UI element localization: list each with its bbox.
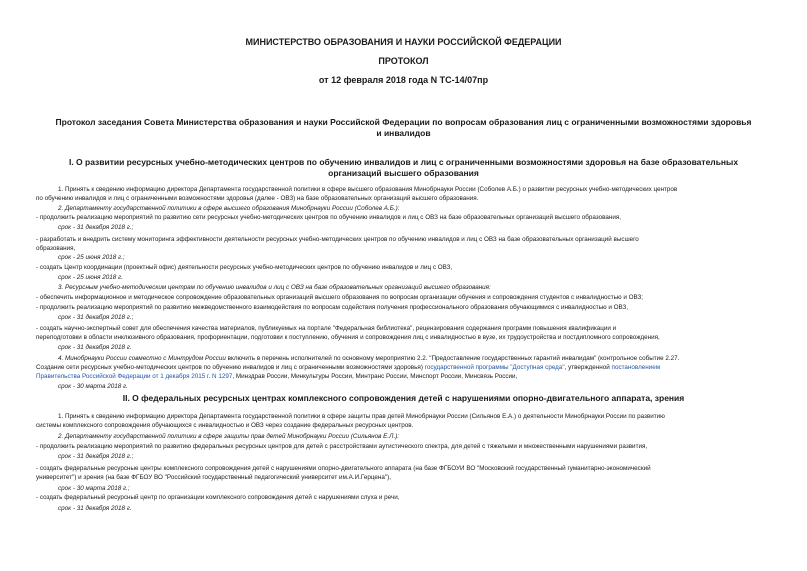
deadline-line: срок - 31 декабря 2018 г. [58,505,132,512]
resolution-link[interactable]: постановлением [611,364,661,371]
ministry-heading: МИНИСТЕРСТВО ОБРАЗОВАНИЯ И НАУКИ РОССИЙСКОЙ ФЕДЕРАЦИИ [245,37,562,47]
section-1-heading-line-1: I. О развитии ресурсных учебно-методических центров по обучению инвалидов и лиц с ограниченными возможностями здоровья на базе образовательных [68,157,739,167]
paragraph-text: Создание сети ресурсных учебно-методических центров по обучению инвалидов и лиц с ограниченными возможностями здоровья) [36,364,425,371]
section-2-heading: II. О федеральных ресурсных центрах комплексного сопровождения детей с нарушениями опорно-двигательного аппарата, зрения [122,393,685,403]
paragraph-line: - продолжить реализацию мероприятий по развитию федеральных ресурсных центров для детей с расстройствами аутистического спектра, для детей с тяжелыми и множественными нарушениями развития, [36,443,648,450]
deadline-line: срок - 31 декабря 2018 г. [58,344,132,351]
section-1-heading-line-2: организаций высшего образования [328,168,479,178]
paragraph-text: включить в перечень исполнителей по основному мероприятию 2.2. "Предоставление государственных гарантий инвалидам" (контрольное событие 2.27. [225,355,680,362]
paragraph-line: - продолжить реализацию мероприятий по развитию межведомственного взаимодействия по вопросам содействия получения профессионального образования обучающимися с инвалидностью и ОВЗ, [36,304,629,311]
paragraph-line: университет") и зрения (на базе ФГБОУ ВО "Российский государственный педагогический университет им.А.И.Герцена"), [36,474,391,481]
paragraph-line [36,364,774,373]
paragraph-line: - продолжить реализацию мероприятий по развитию сети ресурсных учебно-методических центров по обучению инвалидов и лиц с ОВЗ на базе образовательных организаций высшего образования, [36,214,622,221]
deadline-line: срок - 31 декабря 2018 г.; [58,224,134,231]
document-type: ПРОТОКОЛ [378,56,429,66]
document-date-number: от 12 февраля 2018 года N ТС-14/07пр [318,75,489,85]
paragraph-line: по обучению инвалидов и лиц с ограниченными возможностями здоровья (далее - ОВЗ) на базе образовательных организаций высшего образования. [36,195,479,202]
document-title-line-2: и инвалидов [376,128,431,138]
paragraph-line: 2. Департаменту государственной политики в сфере высшего образования Минобрнауки России (Соболев А.Б.): [58,205,400,212]
document-title-line-1: Протокол заседания Совета Министерства образования и науки Российской Федерации по вопросам образования лиц с ограниченными возможностями здоровья [55,117,752,127]
paragraph-line: - создать федеральные ресурсные центры комплексного сопровождения детей с нарушениями опорно-двигательного аппарата (на базе ФГБОУИ ВО "Московский государственный гуманитарно-экономический [36,465,651,472]
paragraph-line: 2. Департаменту государственной политики в сфере защиты прав детей Минобрнауки России (Сильянов Е.Л.): [58,433,400,440]
paragraph-line: 1. Принять к сведению информацию директора Департамента государственной политики в сфере защиты прав детей Минобрнауки России (Сильянов Е.А.) о деятельности Минобрнауки России по развитию [58,413,665,420]
paragraph-line: - создать научно-экспертный совет для обеспечения качества материалов, публикуемых на портале "Федеральная библиотека", рецензирования содержания программ повышения квалификации и [36,325,617,332]
paragraph-line: - разработать и внедрить систему мониторинга эффективности деятельности ресурсных учебно-методических центров по обучению инвалидов и лиц с ОВЗ на базе образовательных организаций высшего [36,236,639,243]
paragraph-line: - создать Центр координации (проектный офис) деятельности ресурсных учебно-методических центров по обучению инвалидов и лиц с ОВЗ, [36,264,453,271]
paragraph-line: 3. Ресурсным учебно-методическим центрам по обучению инвалидов и лиц с ОВЗ на базе образовательных организаций высшего образования: [58,284,491,291]
deadline-line: срок - 30 марта 2018 г. [58,383,128,390]
deadline-line: срок - 25 июня 2018 г.; [58,254,125,261]
resolution-link-continued[interactable]: Правительства Российской Федерации от 1 декабря 2015 г. N 1297 [36,373,233,380]
paragraph-line [36,355,774,364]
program-link[interactable]: государственной программы "Доступная среда" [424,364,565,371]
paragraph-text: , Минздрав России, Минкультуры России, Минтранс России, Минспорт России, Минсвязь России, [232,373,518,380]
paragraph-line: образования, [36,245,76,252]
paragraph-text: , утвержденной [564,364,612,371]
paragraph-line: переподготовки в области инклюзивного образования, профориентации, подготовки к поступлению, обучения и сопровождения лиц с инвалидностью в вузе, их трудоустройства и постдипломного сопровождения, [36,334,660,341]
deadline-line: срок - 30 марта 2018 г.; [58,485,130,492]
paragraph-line: 1. Принять к сведению информацию директора Департамента государственной политики в сфере высшего образования Минобрнауки России (Соболев А.Б.) о развитии ресурсных учебно-методических центров [58,186,678,193]
deadline-line: срок - 31 декабря 2018 г.; [58,453,134,460]
paragraph-line: системы комплексного сопровождения обучающихся с инвалидностью и ОВЗ через создание федеральных ресурсных центров. [36,422,414,429]
paragraph-line [36,373,774,382]
paragraph-line: - создать федеральный ресурсный центр по организации комплексного сопровождения детей с нарушениями слуха и речи, [36,494,400,501]
deadline-line: срок - 25 июня 2018 г. [58,274,123,281]
deadline-line: срок - 31 декабря 2018 г.; [58,314,134,321]
paragraph-italic-lead: 4. Минобрнауки России совместно с Минтрудом России [58,355,226,362]
paragraph-line: - обеспечить информационное и методическое сопровождение образовательных организаций высшего образования по вопросам организации обучения и сопровождения студентов с инвалидностью и ОВЗ; [36,294,644,301]
